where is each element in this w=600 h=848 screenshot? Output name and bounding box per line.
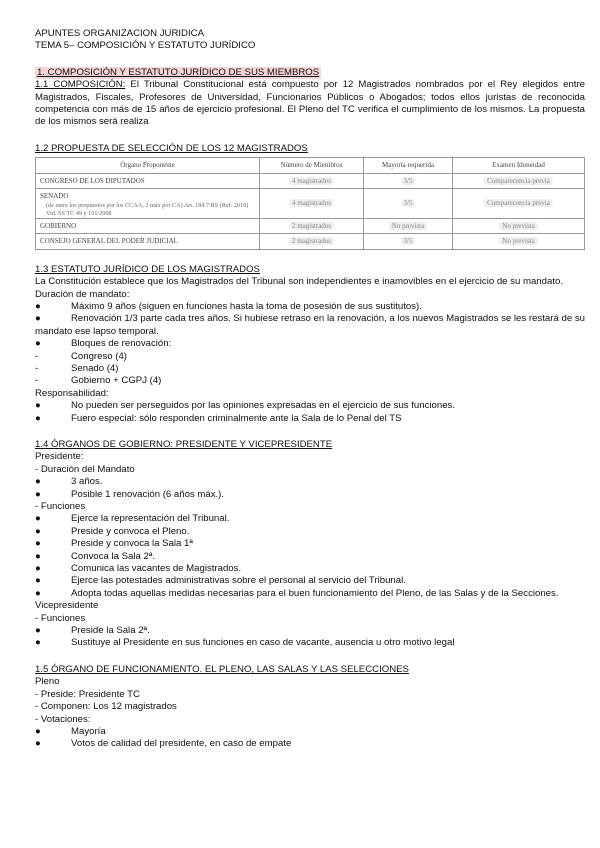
list-item-text: Gobierno + CGPJ (4) — [71, 375, 162, 387]
table-cell — [453, 189, 585, 219]
table-cell — [260, 218, 364, 233]
list-item — [35, 351, 585, 363]
list-item — [35, 563, 585, 575]
duracion-mandato-label: - Duración del Mandato — [35, 463, 135, 475]
list-item — [35, 413, 585, 425]
list-item-text: No pueden ser perseguidos por las opiniones expresadas en el ejercicio de sus funciones. — [71, 400, 455, 412]
pleno-label: Pleno — [35, 676, 60, 688]
proposal-table — [35, 157, 585, 249]
table-cell — [260, 189, 364, 219]
dash-marker: - — [35, 350, 39, 362]
list-item — [35, 538, 585, 550]
list-item-text: Congreso (4) — [71, 350, 127, 362]
document-page — [35, 28, 585, 751]
bullet-marker: ● — [35, 488, 41, 500]
bullet-marker: ● — [35, 525, 41, 537]
estatuto-intro: La Constitución establece que los Magistrados del Tribunal son independientes e inamovibles en el ejercicio de su mandato. — [35, 276, 563, 288]
bullet-marker: ● — [35, 637, 41, 649]
bullet-marker: ● — [35, 563, 41, 575]
table-header: Número de Miembros — [260, 158, 364, 173]
list-item-text: Preside la Sala 2ª. — [71, 625, 150, 637]
composicion-text: El Tribunal Constitucional está compuesto por 12 Magistrados nombrados por el Rey elegidos entre Magistrados, Fiscales, Profesores de Universidad, Funcionarios Públicos o Abogados; todos ellos juristas de reconocida competencia con más de 15 años de ejercicio profesional. El Pleno del TC verifica el cumplimiento de los mismos. La propuesta de los mismos será realiza — [35, 79, 585, 128]
list-item-text: Ejerce la representación del Tribunal. — [71, 513, 230, 525]
pleno-line: - Componen: Los 12 magistrados — [35, 701, 177, 713]
table-header: Examen Idoneidad — [453, 158, 585, 173]
list-item — [35, 513, 585, 525]
list-item — [35, 575, 585, 587]
cell-value: 4 magistrados — [289, 199, 334, 207]
list-item-text: Mayoría — [71, 725, 106, 737]
list-item — [35, 363, 585, 375]
cell-value: 2 magistrados — [289, 222, 334, 230]
cell-value: 3/5 — [401, 237, 416, 245]
doc-header-line2: TEMA 5– COMPOSICIÓN Y ESTATUTO JURÍDICO — [35, 40, 256, 52]
organ-note: (de entre los propuestos por los CCAA, 2 máx por CA) Art. 184.7 RS (Ref. 2010) Vid. SS TC 49 y 101/2008 — [46, 202, 249, 217]
list-item-text: 3 años. — [71, 476, 103, 488]
cell-value: No prevista — [499, 237, 537, 245]
bullet-marker: ● — [35, 538, 41, 550]
table-cell-organ — [36, 189, 260, 219]
composicion-paragraph — [35, 79, 585, 129]
list-item-text: Comunica las vacantes de Magistrados. — [71, 563, 242, 575]
bullet-marker: ● — [35, 575, 41, 587]
cell-value: No prevista — [499, 222, 537, 230]
list-item-text: Ejerce las potestades administrativas sobre el personal al servicio del Tribunal. — [71, 575, 406, 587]
list-item — [35, 313, 585, 338]
dash-marker: - — [35, 375, 39, 387]
doc-header-line1: APUNTES ORGANIZACION JURIDICA — [35, 28, 204, 39]
bullet-marker: ● — [35, 513, 41, 525]
cell-value: 4 magistrados — [289, 177, 334, 185]
bullet-marker: ● — [35, 338, 41, 350]
list-item-text: Sustituye al Presidente en sus funciones en caso de vacante, ausencia u otro motivo legal — [71, 637, 455, 649]
table-cell — [453, 173, 585, 188]
cell-value: No prevista — [389, 222, 427, 230]
table-cell-organ: CONSEJO GENERAL DEL PODER JUDICIAL — [36, 234, 260, 249]
table-cell — [260, 173, 364, 188]
pleno-line: - Votaciones: — [35, 713, 91, 725]
table-header-row — [36, 158, 585, 173]
bullet-marker: ● — [35, 550, 41, 562]
list-item — [35, 375, 585, 387]
list-item-text: Senado (4) — [71, 362, 119, 374]
list-item-text: Renovación 1/3 parte cada tres años. Si hubiese retraso en la renovación, a los nuevos Magistrados se les restará de su mandato ese lapso temporal. — [35, 313, 585, 337]
table-cell — [364, 189, 453, 219]
table-row — [36, 189, 585, 219]
list-item-text: Bloques de renovación: — [71, 338, 172, 350]
section-1-3-title: 1.3 ESTATUTO JURÍDICO DE LOS MAGISTRADOS — [35, 263, 260, 275]
list-item-text: Fuero especial: sólo responden criminalmente ante la Sala de lo Penal del TS — [71, 412, 402, 424]
section-1-5-title: 1.5 ÓRGANO DE FUNCIONAMIENTO. EL PLENO, LAS SALAS Y LAS SELECCIONES — [35, 663, 409, 675]
cell-value: Comparecencia previa — [484, 177, 553, 185]
table-cell-organ: GOBIERNO — [36, 218, 260, 233]
list-item — [35, 738, 585, 750]
cell-value: Comparecencia previa — [484, 199, 553, 207]
list-item-text: Convoca la Sala 2ª. — [71, 550, 156, 562]
table-header: Órgano Proponente — [36, 158, 260, 173]
table-row — [36, 234, 585, 249]
list-item-text: Preside y convoca la Sala 1ª — [71, 538, 193, 550]
bullet-marker: ● — [35, 300, 41, 312]
table-cell — [364, 173, 453, 188]
list-item-text: Posible 1 renovación (6 años máx.). — [71, 488, 225, 500]
table-cell — [364, 218, 453, 233]
dash-marker: - — [35, 362, 39, 374]
section-1-title: 1. COMPOSICIÓN Y ESTATUTO JURÍDICO DE SUS MIEMBROS — [37, 66, 320, 78]
table-cell — [453, 218, 585, 233]
list-item-text: Adopta todas aquellas medidas necesarias para el buen funcionamiento del Pleno, de las Salas y de la Secciones. — [71, 587, 559, 599]
list-item — [35, 301, 585, 313]
bullet-marker: ● — [35, 476, 41, 488]
list-item — [35, 588, 585, 600]
list-item — [35, 637, 585, 649]
list-item — [35, 526, 585, 538]
table-row — [36, 218, 585, 233]
list-item — [35, 476, 585, 488]
table-header: Mayoría requerida — [364, 158, 453, 173]
responsabilidad-label: Responsabilidad: — [35, 387, 109, 399]
bullet-marker: ● — [35, 313, 41, 325]
list-item — [35, 400, 585, 412]
cell-value: 3/5 — [401, 177, 416, 185]
cell-value: 3/5 — [401, 199, 416, 207]
bullet-marker: ● — [35, 400, 41, 412]
pleno-line: - Preside: Presidente TC — [35, 688, 140, 700]
funciones-label: - Funciones — [35, 612, 86, 624]
vicepresidente-label: Vicepresidente — [35, 600, 99, 612]
section-1-4-title: 1.4 ÓRGANOS DE GOBIERNO: PRESIDENTE Y VICEPRESIDENTE — [35, 438, 333, 450]
bullet-marker: ● — [35, 738, 41, 750]
table-row — [36, 173, 585, 188]
list-item-text: Votos de calidad del presidente, en caso de empate — [71, 738, 292, 750]
list-item — [35, 338, 585, 350]
bullet-marker: ● — [35, 725, 41, 737]
list-item — [35, 726, 585, 738]
table-cell — [364, 234, 453, 249]
section-1-2-title: 1.2 PROPUESTA DE SELECCIÓN DE LOS 12 MAGISTRADOS — [35, 142, 308, 154]
table-cell — [260, 234, 364, 249]
list-item — [35, 551, 585, 563]
duracion-label: Duración de mandato: — [35, 288, 130, 300]
bullet-marker: ● — [35, 625, 41, 637]
funciones-label: - Funciones — [35, 501, 86, 512]
organ-name: SENADO — [40, 192, 69, 201]
cell-value: 2 magistrados — [289, 237, 334, 245]
list-item-text: Preside y convoca el Pleno. — [71, 525, 190, 537]
presidente-label: Presidente: — [35, 451, 84, 463]
list-item — [35, 489, 585, 501]
list-item-text: Máximo 9 años (siguen en funciones hasta la toma de posesión de sus sustitutos). — [71, 300, 422, 312]
table-cell-organ: CONGRESO DE LOS DIPUTADOS — [36, 173, 260, 188]
bullet-marker: ● — [35, 587, 41, 599]
composicion-lead: 1.1 COMPOSICIÓN: — [35, 79, 126, 91]
table-cell — [453, 234, 585, 249]
list-item — [35, 625, 585, 637]
bullet-marker: ● — [35, 412, 41, 424]
